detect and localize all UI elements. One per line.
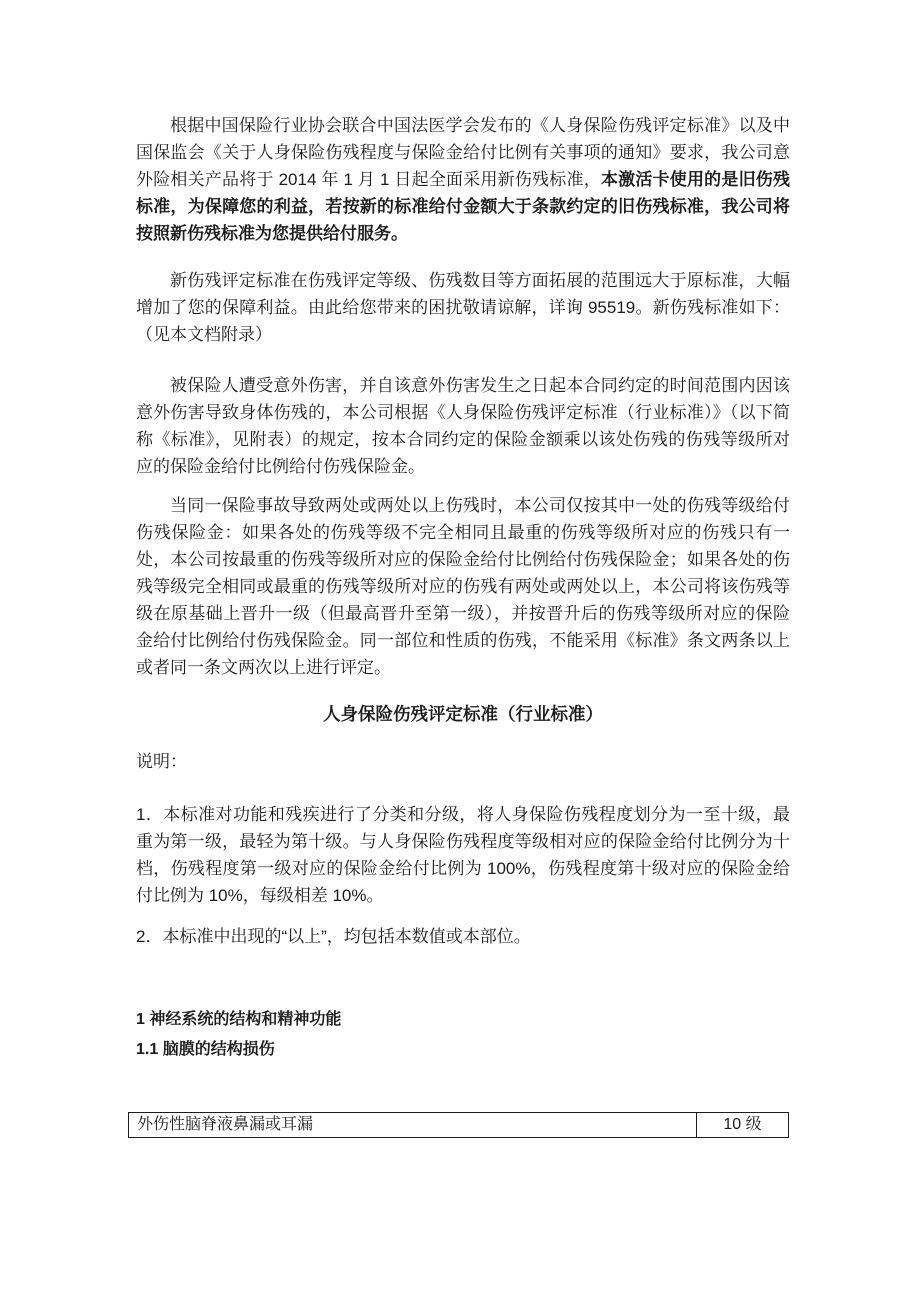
paragraph-standard-expansion: 新伤残评定标准在伤残评定等级、伤残数目等方面拓展的范围远大于原标准，大幅增加了您的保障利益。由此给您带来的困扰敬请谅解，详询 95519。新伤残标准如下：（见本文档附录） xyxy=(136,271,790,344)
note-grading-scale: 1．本标准对功能和残疾进行了分类和分级，将人身保险伤残程度划分为一至十级，最重为第一级，最轻为第十级。与人身保险伤残程度等级相对应的保险金给付比例分为十档，伤残程度第一级对应的保险金给付比例为 100%，伤残程度第十级对应的保险金给付比例为 10%，每级相差 10%。 xyxy=(136,805,790,905)
table-cell-grade: 10 级 xyxy=(697,1113,789,1138)
table-cell-injury-item: 外伤性脑脊液鼻漏或耳漏 xyxy=(129,1113,697,1138)
table-row xyxy=(129,1113,789,1138)
paragraph-bold-emphasis: 本激活卡使用的是旧伤残标准，为保障您的利益，若按新的标准给付金额大于条款约定的旧伤残标准，我公司将按照新伤残标准为您提供给付服务。 xyxy=(136,170,790,243)
paragraph-new-standard-notice xyxy=(136,112,790,247)
section-heading-nervous-system: 1 神经系统的结构和精神功能 xyxy=(136,1011,342,1028)
section-heading-meninges-injury: 1.1 脑膜的结构损伤 xyxy=(136,1041,275,1058)
standard-title: 人身保险伤残评定标准（行业标准） xyxy=(323,704,603,724)
section-headings xyxy=(136,1005,790,1065)
note-inclusive-definition: 2．本标准中出现的“以上”，均包括本数值或本部位。 xyxy=(136,927,531,946)
paragraph-multiple-injury-rules: 当同一保险事故导致两处或两处以上伤残时，本公司仅按其中一处的伤残等级给付伤残保险金：如果各处的伤残等级不完全相同且最重的伤残等级所对应的伤残只有一处，本公司按最重的伤残等级所对应的保险金给付比例给付伤残保险金；如果各处的伤残等级完全相同或最重的伤残等级所对应的伤残有两处或两处以上，本公司将该伤残等级在原基础上晋升一级（但最高晋升至第一级），并按晋升后的伤残等级所对应的保险金给付比例给付伤残保险金。同一部位和性质的伤残，不能采用《标准》条文两条以上或者同一条文两次以上进行评定。 xyxy=(136,496,790,677)
notes-label: 说明： xyxy=(136,752,187,771)
paragraph-accident-coverage: 被保险人遭受意外伤害，并自该意外伤害发生之日起本合同约定的时间范围内因该意外伤害导致身体伤残的，本公司根据《人身保险伤残评定标准（行业标准）》（以下简称《标准》，见附表）的规定，按本合同约定的保险金额乘以该处伤残的伤残等级所对应的保险金给付比例给付伤残保险金。 xyxy=(136,376,790,476)
paragraph-intro-text: 根据中国保险行业协会联合中国法医学会发布的《人身保险伤残评定标准》以及中国保监会《关于人身保险伤残程度与保险金给付比例有关事项的通知》要求，我公司意外险相关产品将于 2014 年 1 月 1 日起全面采用新伤残标准， xyxy=(136,116,790,189)
disability-grade-table xyxy=(128,1112,789,1138)
